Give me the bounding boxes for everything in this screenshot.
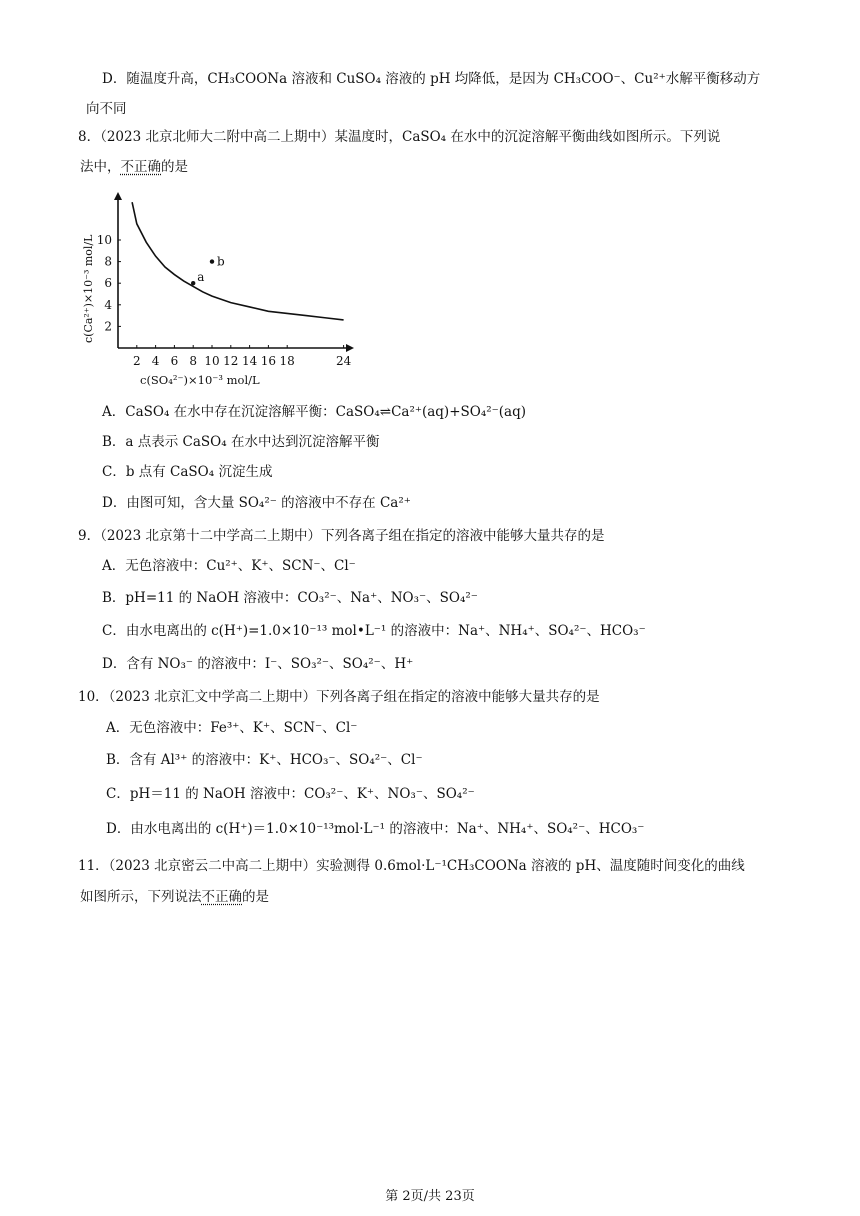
chart-points — [191, 255, 225, 286]
q8-option-a: A．CaSO₄ 在水中存在沉淀溶解平衡：CaSO₄⇌Ca²⁺(aq)+SO₄²⁻(aq) — [102, 404, 527, 420]
q9-option-d: D．含有 NO₃⁻ 的溶液中：I⁻、SO₃²⁻、SO₄²⁻、H⁺ — [102, 656, 414, 672]
q10-option-c: C．pH＝11 的 NaOH 溶液中：CO₃²⁻、K⁺、NO₃⁻、SO₄²⁻ — [106, 786, 475, 802]
x-tick-label: 14 — [241, 354, 258, 368]
x-tick-label: 6 — [170, 354, 179, 368]
point-a-marker — [191, 281, 195, 285]
x-tick-label: 24 — [335, 354, 352, 368]
q9-option-c: C．由水电离出的 c(H⁺)=1.0×10⁻¹³ mol•L⁻¹ 的溶液中：Na⁺、NH₄⁺、SO₄²⁻、HCO₃⁻ — [102, 623, 646, 639]
x-tick-label: 4 — [151, 354, 160, 368]
y-tick-label: 2 — [104, 319, 112, 334]
q10-option-d: D．由水电离出的 c(H⁺)＝1.0×10⁻¹³mol·L⁻¹ 的溶液中：Na⁺、NH₄⁺、SO₄²⁻、HCO₃⁻ — [106, 821, 645, 837]
q9-option-b: B．pH=11 的 NaOH 溶液中：CO₃²⁻、Na⁺、NO₃⁻、SO₄²⁻ — [102, 590, 478, 606]
y-tick-label: 10 — [96, 233, 112, 247]
q9-option-a: A．无色溶液中：Cu²⁺、K⁺、SCN⁻、Cl⁻ — [102, 558, 356, 574]
q8-option-d: D．由图可知，含大量 SO₄²⁻ 的溶液中不存在 Ca²⁺ — [102, 495, 411, 511]
q10-option-b: B．含有 Al³⁺ 的溶液中：K⁺、HCO₃⁻、SO₄²⁻、Cl⁻ — [106, 752, 423, 768]
x-tick-label: 18 — [279, 354, 295, 368]
page-footer: 第 2页/共 23页 — [385, 1189, 475, 1204]
chart-axes — [114, 192, 354, 352]
x-tick-label: 16 — [260, 354, 277, 368]
q8-stem-line1: 8．（2023 北京北师大二附中高二上期中）某温度时，CaSO₄ 在水中的沉淀溶解平衡曲线如图所示。下列说 — [78, 129, 721, 145]
q8-option-b: B．a 点表示 CaSO₄ 在水中达到沉淀溶解平衡 — [102, 434, 380, 450]
q7-option-d-line1: D．随温度升高，CH₃COONa 溶液和 CuSO₄ 溶液的 pH 均降低，是因为 CH₃COO⁻、Cu²⁺水解平衡移动方 — [102, 71, 761, 87]
point-b-label: b — [217, 254, 225, 269]
equilibrium-curve — [132, 202, 344, 320]
q11-stem-line1: 11．（2023 北京密云二中高二上期中）实验测得 0.6mol·L⁻¹CH₃COONa 溶液的 pH、温度随时间变化的曲线 — [78, 858, 745, 874]
q10-option-a: A．无色溶液中：Fe³⁺、K⁺、SCN⁻、Cl⁻ — [106, 720, 358, 736]
x-tick-label: 2 — [132, 354, 141, 368]
point-b-marker — [210, 259, 214, 263]
q11-stem-line2: 如图所示，下列说法不正确的是 — [80, 889, 269, 905]
y-tick-label: 4 — [104, 297, 112, 312]
q7-option-d-line2: 向不同 — [86, 101, 127, 117]
x-axis-arrow — [346, 344, 354, 352]
y-tick-label: 6 — [104, 276, 112, 291]
x-tick-label: 12 — [223, 354, 239, 368]
q8-option-c: C．b 点有 CaSO₄ 沉淀生成 — [102, 464, 273, 480]
solubility-equilibrium-chart — [78, 188, 368, 388]
q10-stem: 10．（2023 北京汇文中学高二上期中）下列各离子组在指定的溶液中能够大量共存的是 — [78, 689, 600, 705]
q8-stem-line2: 法中，不正确的是 — [80, 159, 188, 175]
x-axis-label: c(SO₄²⁻)×10⁻³ mol/L — [140, 373, 260, 387]
y-axis-arrow — [114, 192, 122, 200]
x-tick-label: 10 — [204, 354, 220, 368]
x-tick-label: 8 — [189, 354, 198, 368]
q9-stem: 9．（2023 北京第十二中学高二上期中）下列各离子组在指定的溶液中能够大量共存的是 — [78, 528, 605, 544]
point-a-label: a — [197, 270, 205, 285]
y-axis-label: c(Ca²⁺)×10⁻³ mol/L — [82, 234, 95, 343]
y-tick-label: 8 — [104, 254, 112, 269]
